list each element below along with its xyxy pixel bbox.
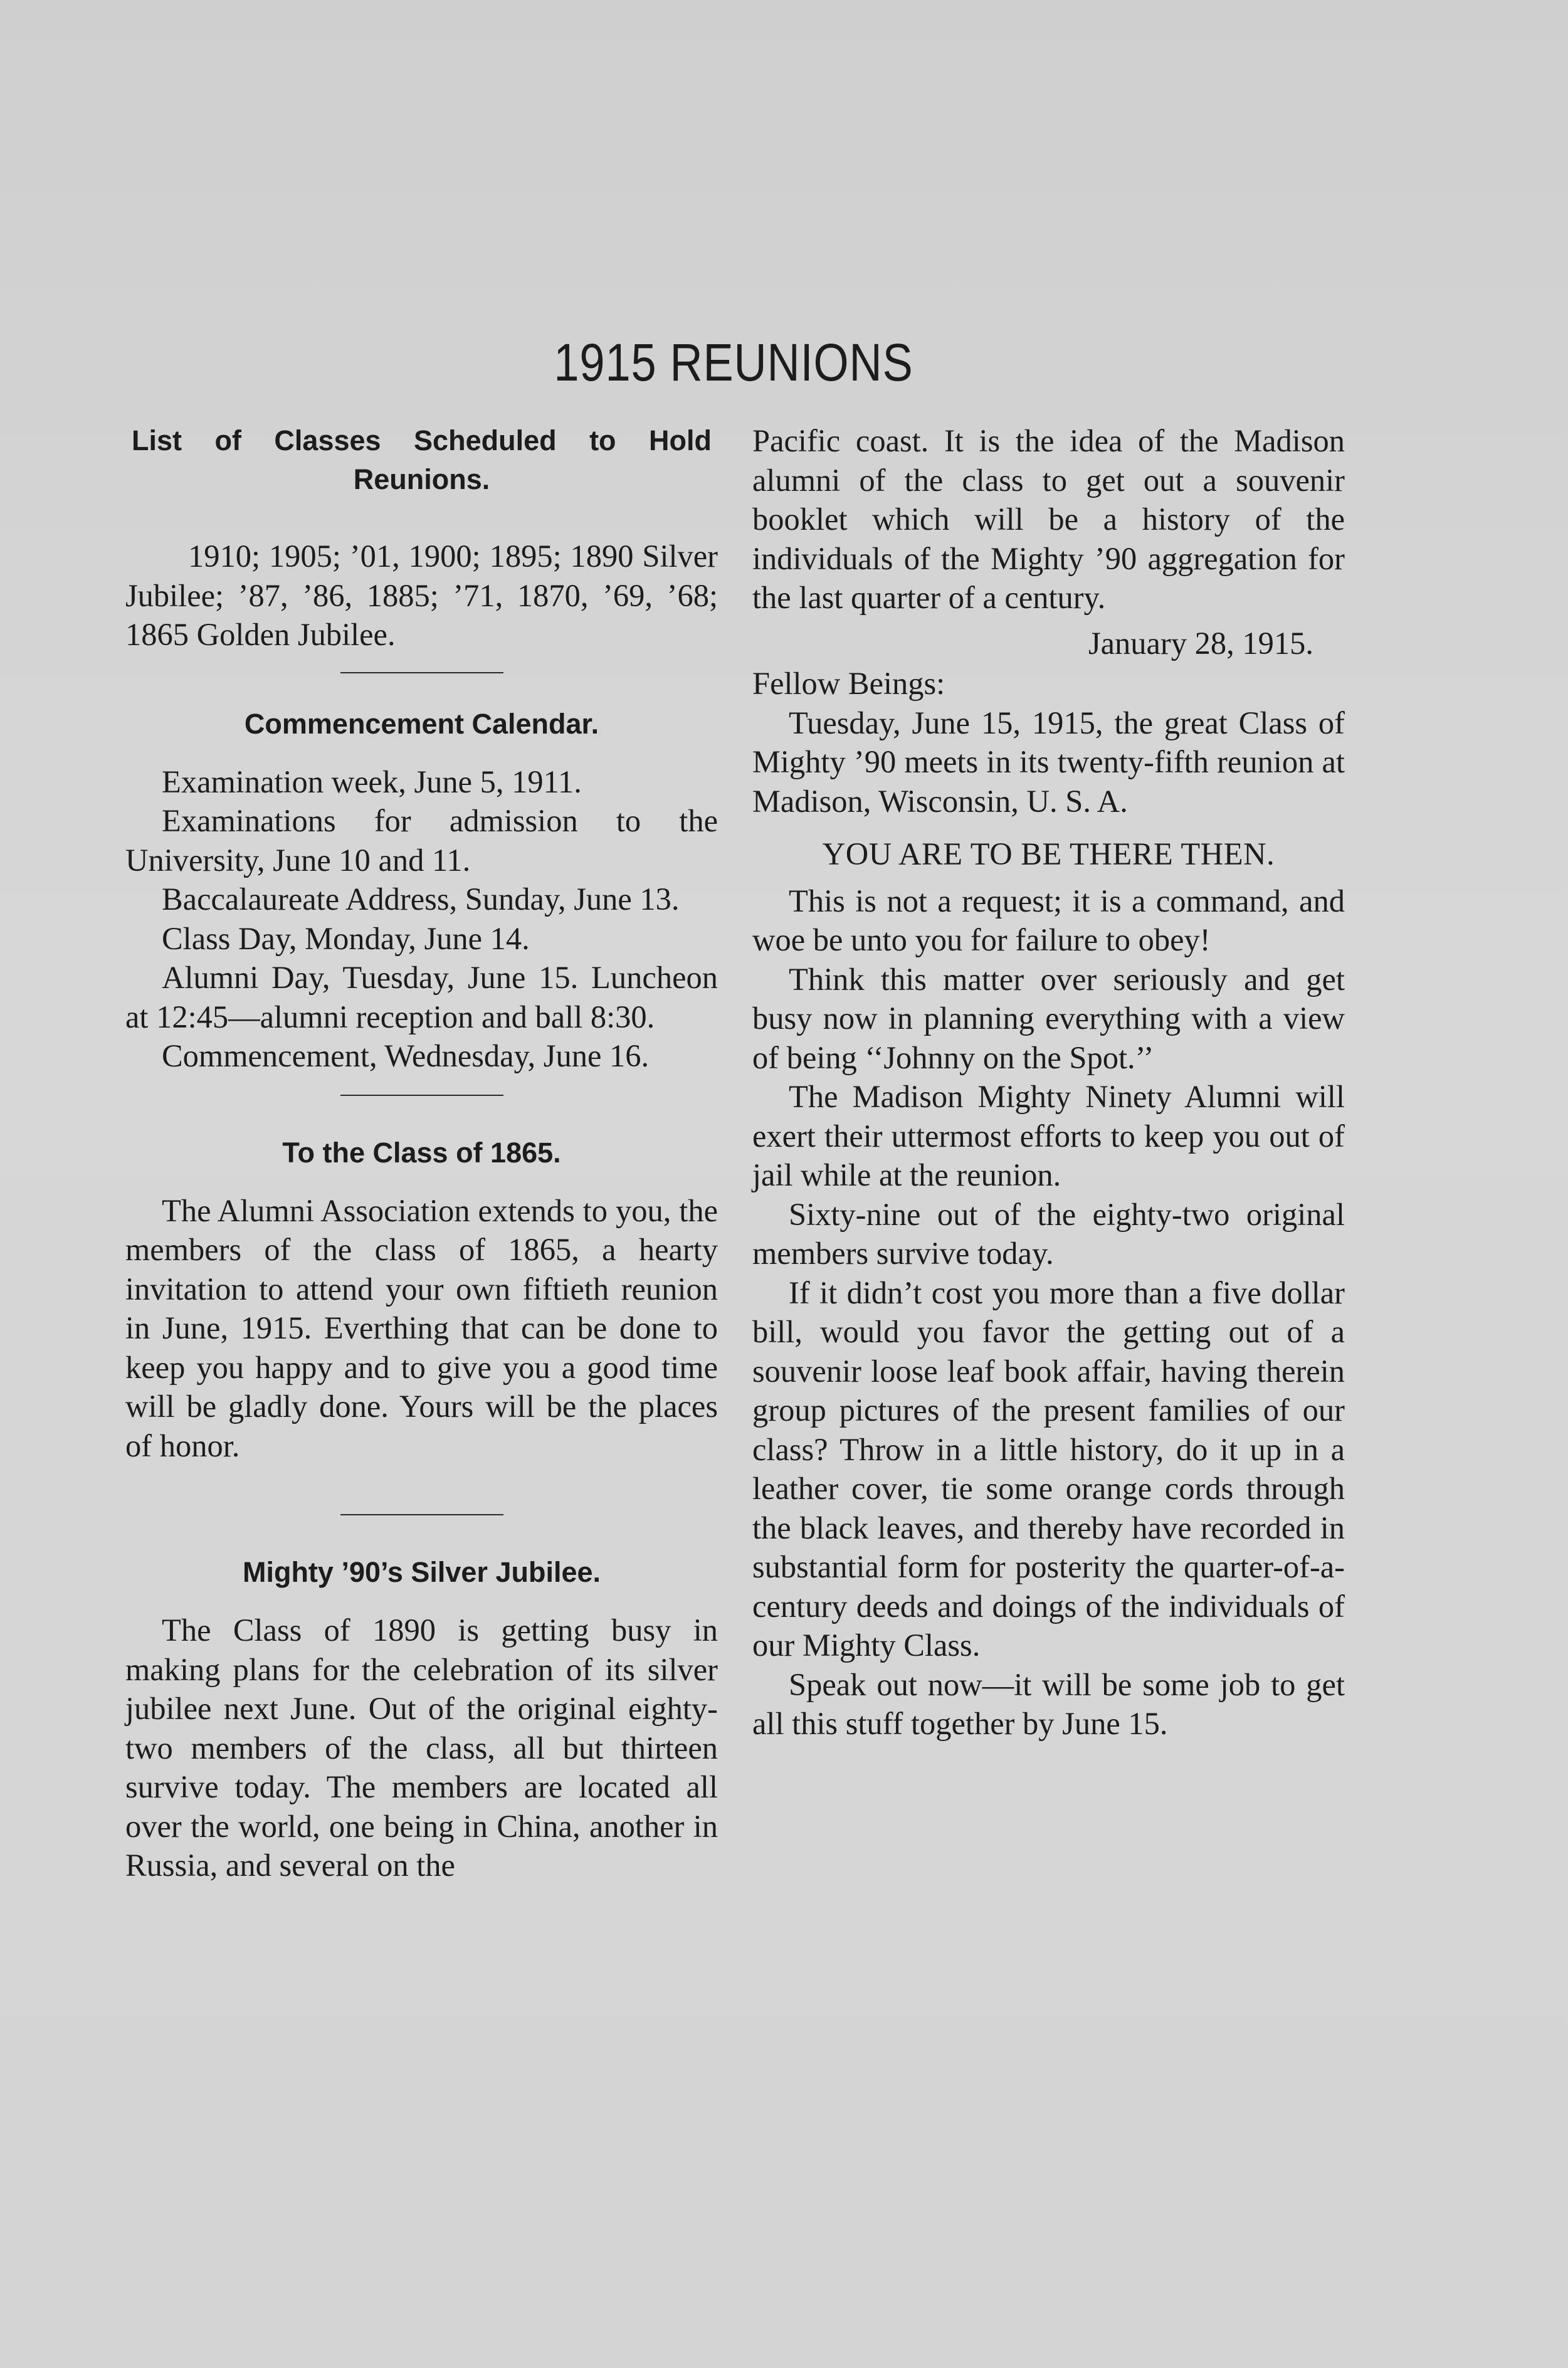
classes-heading: List of Classes Scheduled to Hold Reunions. — [132, 424, 712, 495]
letter-paragraph: Sixty-nine out of the eighty-two original members survive today. — [752, 1196, 1345, 1271]
calendar-heading: Commencement Calendar. — [244, 707, 599, 740]
letter-paragraph: This is not a request; it is a command, and woe be unto you for failure to obey! — [752, 883, 1345, 957]
calendar-list — [125, 762, 718, 1076]
calendar-item: Examination week, June 5, 1911. — [162, 764, 582, 799]
right-column — [752, 421, 1345, 1744]
section-divider — [340, 1514, 503, 1515]
class-1865-heading: To the Class of 1865. — [282, 1136, 561, 1169]
jubilee-heading: Mighty ’90’s Silver Jubilee. — [242, 1556, 601, 1588]
jubilee-continuation: Pacific coast. It is the idea of the Madison alumni of the class to get out a souvenir booklet which will be a history of the individuals of the Mighty ’90 aggregation for the last quarter of a century. — [752, 423, 1345, 615]
letter-paragraph: The Madison Mighty Ninety Alumni will exert their uttermost efforts to keep you out of jail while at the reunion. — [752, 1079, 1345, 1192]
classes-list: 1910; 1905; ’01, 1900; 1895; 1890 Silver Jubilee; ’87, ’86, 1885; ’71, 1870, ’69, ’68; 1865 Golden Jubilee. — [125, 539, 718, 652]
calendar-item: Commencement, Wednesday, June 16. — [162, 1038, 650, 1073]
calendar-item: Class Day, Monday, June 14. — [162, 920, 530, 956]
jubilee-text: The Class of 1890 is getting busy in making plans for the celebration of its silver jubilee next June. Out of the original eighty-two members of the class, all but thirteen survive today. The members are located all over the world, one being in China, another in Russia, and several on the — [125, 1613, 718, 1883]
class-1865-text: The Alumni Association extends to you, the members of the class of 1865, a hearty invitation to attend your own fiftieth reunion in June, 1915. Everthing that can be done to keep you happy and to give you a good time will be gladly done. Yours will be the places of honor. — [125, 1192, 718, 1463]
section-divider — [340, 1095, 503, 1096]
letter-salutation: Fellow Beings: — [752, 666, 945, 701]
letter-paragraph: Speak out now—it will be some job to get all this stuff together by June 15. — [752, 1666, 1345, 1741]
calendar-item: Baccalaureate Address, Sunday, June 13. — [162, 881, 680, 917]
letter-shout: YOU ARE TO BE THERE THEN. — [822, 836, 1275, 871]
letter-paragraph: If it didn’t cost you more than a five dollar bill, would you favor the getting out of a souvenir loose leaf book affair, having therein group pictures of the present families of our class? Throw in a little history, do it up in a leather cover, tie some orange cords through the black leaves, and thereby have recorded in substantial form for posterity the quarter-of-a-century deeds and doings of the individuals of our Mighty Class. — [752, 1275, 1345, 1663]
calendar-item: Examinations for admission to the University, June 10 and 11. — [125, 803, 718, 878]
letter-date: January 28, 1915. — [1088, 625, 1313, 661]
letter-paragraph: Think this matter over seriously and get busy now in planning everything with a view of being ‘‘Johnny on the Spot.’’ — [752, 961, 1345, 1075]
section-divider — [340, 672, 503, 673]
left-column — [125, 421, 718, 1885]
page-title: 1915 REUNIONS — [554, 333, 913, 392]
letter-paragraph: Tuesday, June 15, 1915, the great Class of Mighty ’90 meets in its twenty-fifth reunion at Madison, Wisconsin, U. S. A. — [752, 705, 1345, 819]
calendar-item: Alumni Day, Tuesday, June 15. Luncheon at 12:45—alumni reception and ball 8:30. — [125, 960, 718, 1034]
